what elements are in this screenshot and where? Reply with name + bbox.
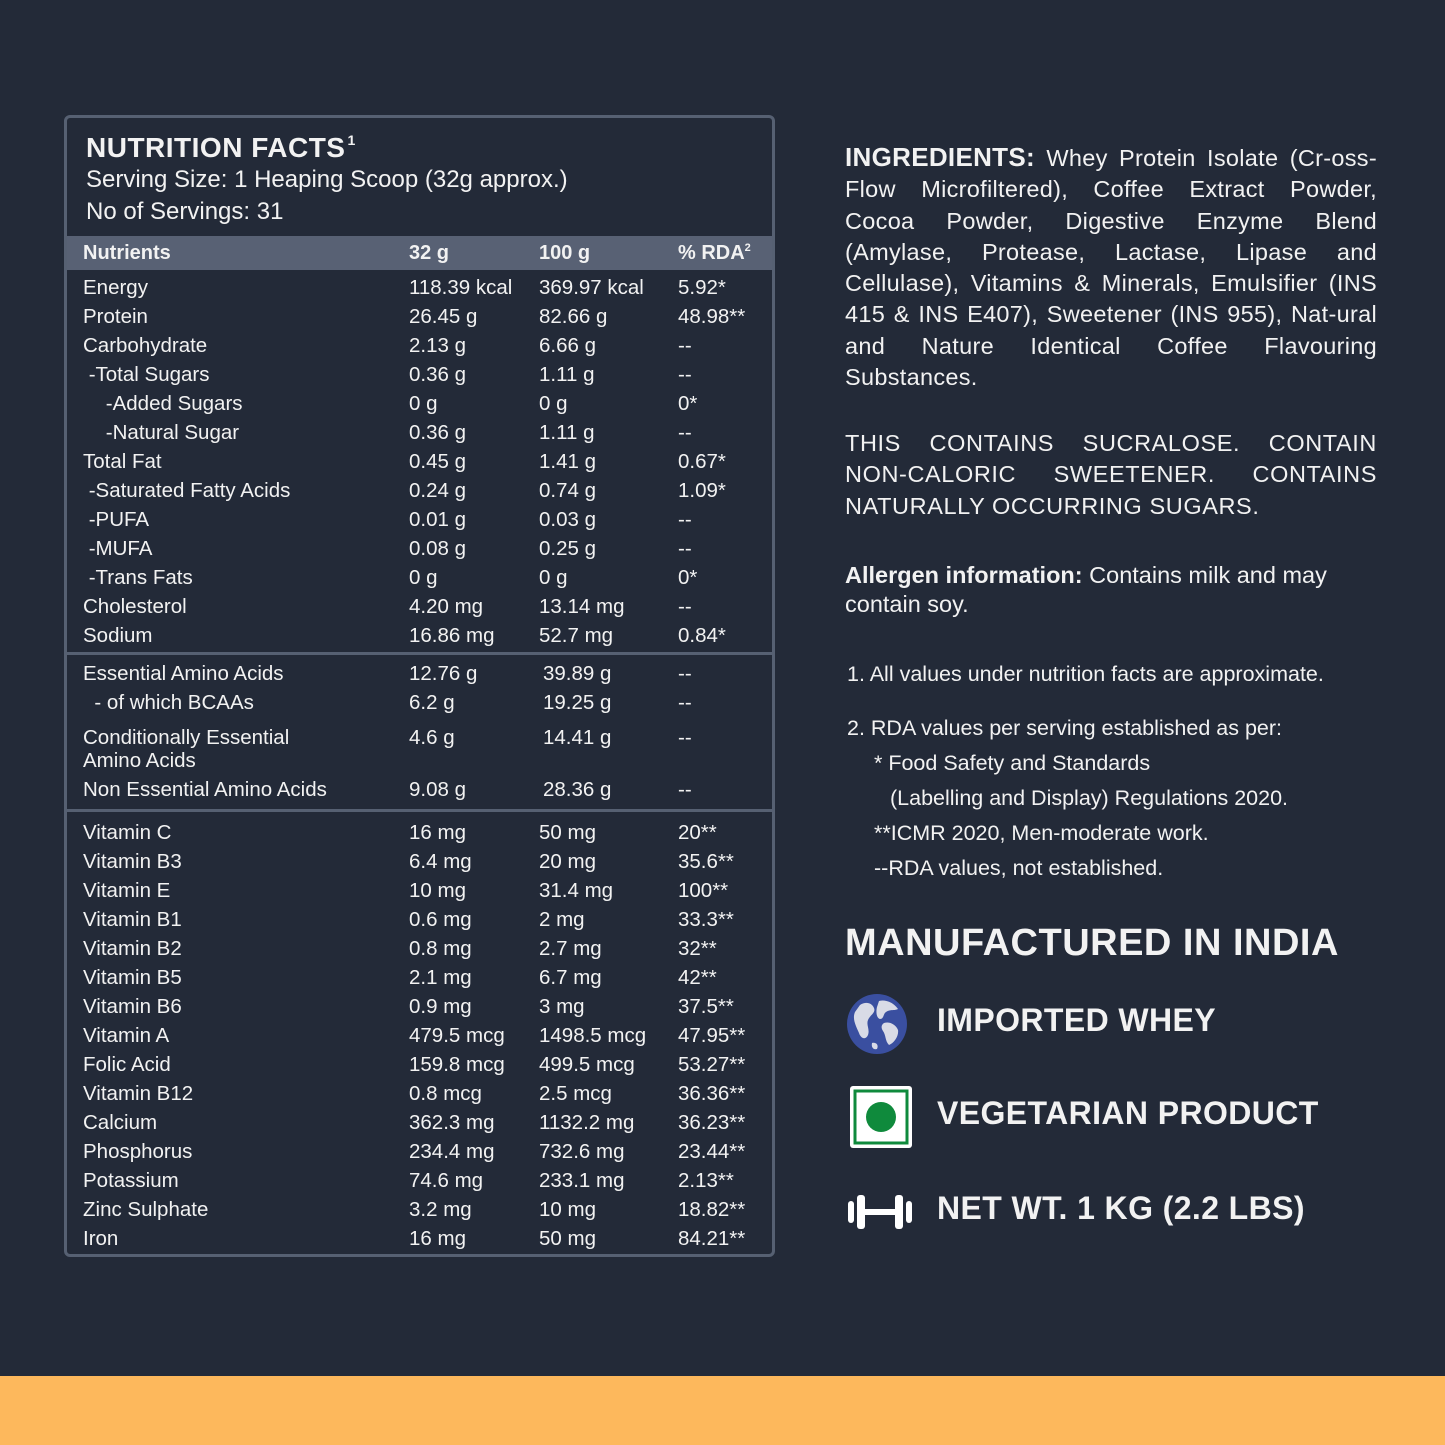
rda-percent: 53.27**	[678, 1053, 746, 1076]
nutrient-name: Total Fat	[83, 450, 162, 473]
header-32g: 32 g	[409, 242, 450, 264]
value-per-100g: 369.97 kcal	[539, 276, 644, 299]
value-per-serving: 3.2 mg	[409, 1198, 472, 1221]
table-row	[67, 566, 772, 595]
rda-percent: 36.36**	[678, 1082, 746, 1105]
value-per-serving: 159.8 mcg	[409, 1053, 505, 1076]
sweetener-warning: THIS CONTAINS SUCRALOSE. CONTAIN NON-CALORIC SWEETENER. CONTAINS NATURALLY OCCURRING SUGARS.	[845, 430, 1377, 519]
note-2d: --RDA values, not established.	[874, 856, 1164, 880]
value-per-serving: 0.45 g	[409, 450, 466, 473]
rda-percent: 33.3**	[678, 908, 734, 931]
table-row	[67, 1169, 772, 1198]
rda-percent: 36.23**	[678, 1111, 746, 1134]
value-per-serving: 0.8 mcg	[409, 1082, 482, 1105]
value-per-100g: 3 mg	[539, 995, 585, 1018]
value-per-serving: 0 g	[409, 566, 438, 589]
nutrient-name: Conditionally Essential	[83, 726, 290, 749]
table-row	[67, 537, 772, 566]
value-per-serving: 0.9 mg	[409, 995, 472, 1018]
nutrient-name: -Total Sugars	[83, 363, 210, 386]
table-row	[67, 595, 772, 624]
table-row	[67, 392, 772, 421]
value-per-serving: 12.76 g	[409, 662, 478, 685]
nutrient-name: Vitamin B5	[83, 966, 182, 989]
value-per-100g: 13.14 mg	[539, 595, 625, 618]
nutrition-title: NUTRITION FACTS $^1$	[86, 132, 356, 163]
value-per-serving: 6.2 g	[409, 691, 455, 714]
table-row	[67, 479, 772, 508]
value-per-serving: 0.36 g	[409, 421, 466, 444]
nutrient-name: Carbohydrate	[83, 334, 208, 357]
note-2: 2. RDA values per serving established as per:	[847, 716, 1283, 740]
rda-percent: --	[678, 508, 692, 531]
table-row	[67, 276, 772, 305]
rda-percent: 20**	[678, 821, 717, 844]
value-per-100g: 0 g	[539, 392, 568, 415]
nutrition-facts-panel	[64, 115, 775, 1257]
rda-percent: 2.13**	[678, 1169, 734, 1192]
nutrient-name: Vitamin B2	[83, 937, 182, 960]
rda-percent: --	[678, 595, 692, 618]
table-row	[67, 662, 772, 691]
value-per-100g: 1132.2 mg	[539, 1111, 635, 1134]
header-nutrients: Nutrients	[83, 242, 171, 264]
value-per-100g: 2.7 mg	[539, 937, 602, 960]
nutrient-name: - of which BCAAs	[83, 691, 254, 714]
feature-imported-whey: IMPORTED WHEY	[937, 1002, 1216, 1038]
header-rda: % RDA$^2$	[678, 242, 751, 264]
nutrient-name: Iron	[83, 1227, 119, 1250]
rda-percent: --	[678, 334, 692, 357]
rda-percent: 0.84*	[678, 624, 726, 647]
value-per-100g: 6.66 g	[539, 334, 596, 357]
servings-count: No of Servings: 31	[86, 198, 284, 225]
nutrient-name: Vitamin B1	[83, 908, 182, 931]
feature-net-weight: NET WT. 1 KG (2.2 LBS)	[937, 1190, 1305, 1226]
table-row	[67, 1111, 772, 1140]
allergen-block	[845, 561, 1405, 619]
nutrient-name: Phosphorus	[83, 1140, 193, 1163]
value-per-serving: 16 mg	[409, 1227, 466, 1250]
table-row	[67, 305, 772, 334]
value-per-serving: 10 mg	[409, 879, 466, 902]
table-row	[67, 334, 772, 363]
rda-percent: --	[678, 537, 692, 560]
table-row	[67, 879, 772, 908]
nutrient-name: Calcium	[83, 1111, 158, 1134]
value-per-100g: 28.36 g	[543, 778, 612, 801]
nutrient-name: Non Essential Amino Acids	[83, 778, 327, 801]
value-per-100g: 31.4 mg	[539, 879, 614, 902]
value-per-serving: 6.4 mg	[409, 850, 472, 873]
table-row	[67, 1198, 772, 1227]
rda-percent: --	[678, 778, 692, 801]
table-row	[67, 749, 772, 778]
rda-percent: 1.09*	[678, 479, 726, 502]
value-per-100g: 2.5 mcg	[539, 1082, 612, 1105]
section-divider	[67, 809, 772, 812]
value-per-100g: 1.11 g	[539, 421, 595, 444]
value-per-100g: 52.7 mg	[539, 624, 614, 647]
value-per-100g: 1.11 g	[539, 363, 595, 386]
globe-icon	[846, 993, 908, 1055]
nutrient-name: -PUFA	[83, 508, 150, 531]
value-per-100g: 732.6 mg	[539, 1140, 625, 1163]
value-per-serving: 4.6 g	[409, 726, 455, 749]
value-per-serving: 2.1 mg	[409, 966, 472, 989]
allergen-label: Allergen information:	[845, 562, 1083, 588]
value-per-serving: 0.08 g	[409, 537, 466, 560]
value-per-100g: 1.41 g	[539, 450, 596, 473]
serving-size: Serving Size: 1 Heaping Scoop (32g approx.)	[86, 166, 568, 193]
value-per-100g: 50 mg	[539, 1227, 596, 1250]
feature-vegetarian: VEGETARIAN PRODUCT	[937, 1095, 1319, 1131]
nutrient-name: Sodium	[83, 624, 153, 647]
table-row	[67, 778, 772, 807]
table-row	[67, 1082, 772, 1111]
rda-percent: 84.21**	[678, 1227, 746, 1250]
value-per-100g: 233.1 mg	[539, 1169, 625, 1192]
value-per-100g: 20 mg	[539, 850, 596, 873]
table-row	[67, 1140, 772, 1169]
nutrient-name: Protein	[83, 305, 148, 328]
header-100g: 100 g	[539, 242, 591, 264]
table-row	[67, 908, 772, 937]
table-row	[67, 450, 772, 479]
rda-percent: --	[678, 363, 692, 386]
value-per-serving: 0.24 g	[409, 479, 466, 502]
table-row	[67, 508, 772, 537]
table-header	[67, 236, 772, 270]
nutrient-name: Cholesterol	[83, 595, 187, 618]
table-row	[67, 966, 772, 995]
nutrient-name: -Saturated Fatty Acids	[83, 479, 291, 502]
section-divider	[67, 652, 772, 655]
value-per-serving: 118.39 kcal	[409, 276, 513, 299]
table-row	[67, 1053, 772, 1082]
rda-percent: --	[678, 691, 692, 714]
allergen-text: Contains milk and may contain soy.	[845, 562, 1327, 617]
manufactured-in-india: MANUFACTURED IN INDIA	[845, 922, 1339, 964]
rda-percent: 100**	[678, 879, 729, 902]
ingredients-text: Whey Protein Isolate (Cr-oss-Flow Microfiltered), Coffee Extract Powder, Cocoa Powder, Digestive Enzyme Blend (Amylase, Protease, Lactase, Lipase and Cellulase), Vitamins & Minerals, Emulsifier (INS 415 & INS E407), Sweetener (INS 955), Nat-ural and Nature Identical Coffee Flavouring Substances.	[845, 145, 1377, 391]
nutrient-name: Vitamin B3	[83, 850, 182, 873]
note-2c: **ICMR 2020, Men-moderate work.	[874, 821, 1209, 845]
note-1: 1. All values under nutrition facts are approximate.	[847, 662, 1324, 686]
nutrient-name: Vitamin C	[83, 821, 172, 844]
value-per-serving: 2.13 g	[409, 334, 466, 357]
nutrient-name: Vitamin B12	[83, 1082, 194, 1105]
table-row	[67, 995, 772, 1024]
value-per-serving: 0.8 mg	[409, 937, 472, 960]
table-row	[67, 624, 772, 653]
value-per-serving: 16 mg	[409, 821, 466, 844]
rda-percent: 48.98**	[678, 305, 746, 328]
value-per-100g: 0.03 g	[539, 508, 596, 531]
table-row	[67, 937, 772, 966]
table-row	[67, 421, 772, 450]
table-row	[67, 691, 772, 720]
value-per-100g: 10 mg	[539, 1198, 596, 1221]
value-per-serving: 9.08 g	[409, 778, 466, 801]
value-per-serving: 0.6 mg	[409, 908, 472, 931]
rda-percent: --	[678, 421, 692, 444]
rda-percent: 35.6**	[678, 850, 734, 873]
veg-mark-icon	[850, 1086, 912, 1148]
nutrient-name: -Added Sugars	[83, 392, 243, 415]
nutrient-name: Amino Acids	[83, 749, 196, 772]
table-row	[67, 850, 772, 879]
value-per-serving: 74.6 mg	[409, 1169, 484, 1192]
nutrient-name: -Trans Fats	[83, 566, 193, 589]
value-per-100g: 82.66 g	[539, 305, 608, 328]
rda-percent: 42**	[678, 966, 717, 989]
rda-percent: 47.95**	[678, 1024, 746, 1047]
nutrient-name: Essential Amino Acids	[83, 662, 284, 685]
ingredients-block	[845, 142, 1377, 393]
rda-percent: 0*	[678, 566, 698, 589]
rda-percent: 0.67*	[678, 450, 726, 473]
rda-percent: 5.92*	[678, 276, 726, 299]
value-per-100g: 19.25 g	[543, 691, 612, 714]
table-row	[67, 1227, 772, 1256]
value-per-serving: 16.86 mg	[409, 624, 495, 647]
value-per-serving: 26.45 g	[409, 305, 478, 328]
value-per-serving: 479.5 mcg	[409, 1024, 505, 1047]
accent-bar	[0, 1376, 1445, 1445]
value-per-100g: 39.89 g	[543, 662, 612, 685]
value-per-100g: 499.5 mcg	[539, 1053, 635, 1076]
ingredients-label: INGREDIENTS:	[845, 142, 1035, 172]
rda-percent: 18.82**	[678, 1198, 746, 1221]
value-per-100g: 1498.5 mcg	[539, 1024, 647, 1047]
value-per-serving: 362.3 mg	[409, 1111, 495, 1134]
rda-percent: 37.5**	[678, 995, 734, 1018]
dumbbell-icon	[846, 1193, 914, 1231]
value-per-serving: 0.01 g	[409, 508, 466, 531]
rda-percent: 23.44**	[678, 1140, 746, 1163]
nutrient-name: -Natural Sugar	[83, 421, 240, 444]
value-per-100g: 50 mg	[539, 821, 596, 844]
value-per-100g: 14.41 g	[543, 726, 612, 749]
nutrient-name: Vitamin B6	[83, 995, 182, 1018]
nutrient-name: Vitamin E	[83, 879, 171, 902]
nutrient-name: Zinc Sulphate	[83, 1198, 209, 1221]
nutrient-name: Potassium	[83, 1169, 179, 1192]
rda-percent: --	[678, 662, 692, 685]
table-row	[67, 821, 772, 850]
rda-percent: --	[678, 726, 692, 749]
value-per-serving: 234.4 mg	[409, 1140, 495, 1163]
value-per-100g: 6.7 mg	[539, 966, 602, 989]
value-per-100g: 0.25 g	[539, 537, 596, 560]
nutrient-name: -MUFA	[83, 537, 153, 560]
value-per-100g: 2 mg	[539, 908, 585, 931]
nutrient-name: Energy	[83, 276, 148, 299]
nutrient-name: Vitamin A	[83, 1024, 170, 1047]
table-row	[67, 363, 772, 392]
rda-percent: 0*	[678, 392, 698, 415]
value-per-serving: 4.20 mg	[409, 595, 484, 618]
value-per-serving: 0 g	[409, 392, 438, 415]
value-per-100g: 0.74 g	[539, 479, 596, 502]
value-per-100g: 0 g	[539, 566, 568, 589]
rda-percent: 32**	[678, 937, 717, 960]
nutrient-name: Folic Acid	[83, 1053, 171, 1076]
note-2b: (Labelling and Display) Regulations 2020.	[890, 786, 1289, 810]
note-2a: * Food Safety and Standards	[874, 751, 1151, 775]
value-per-serving: 0.36 g	[409, 363, 466, 386]
table-row	[67, 1024, 772, 1053]
